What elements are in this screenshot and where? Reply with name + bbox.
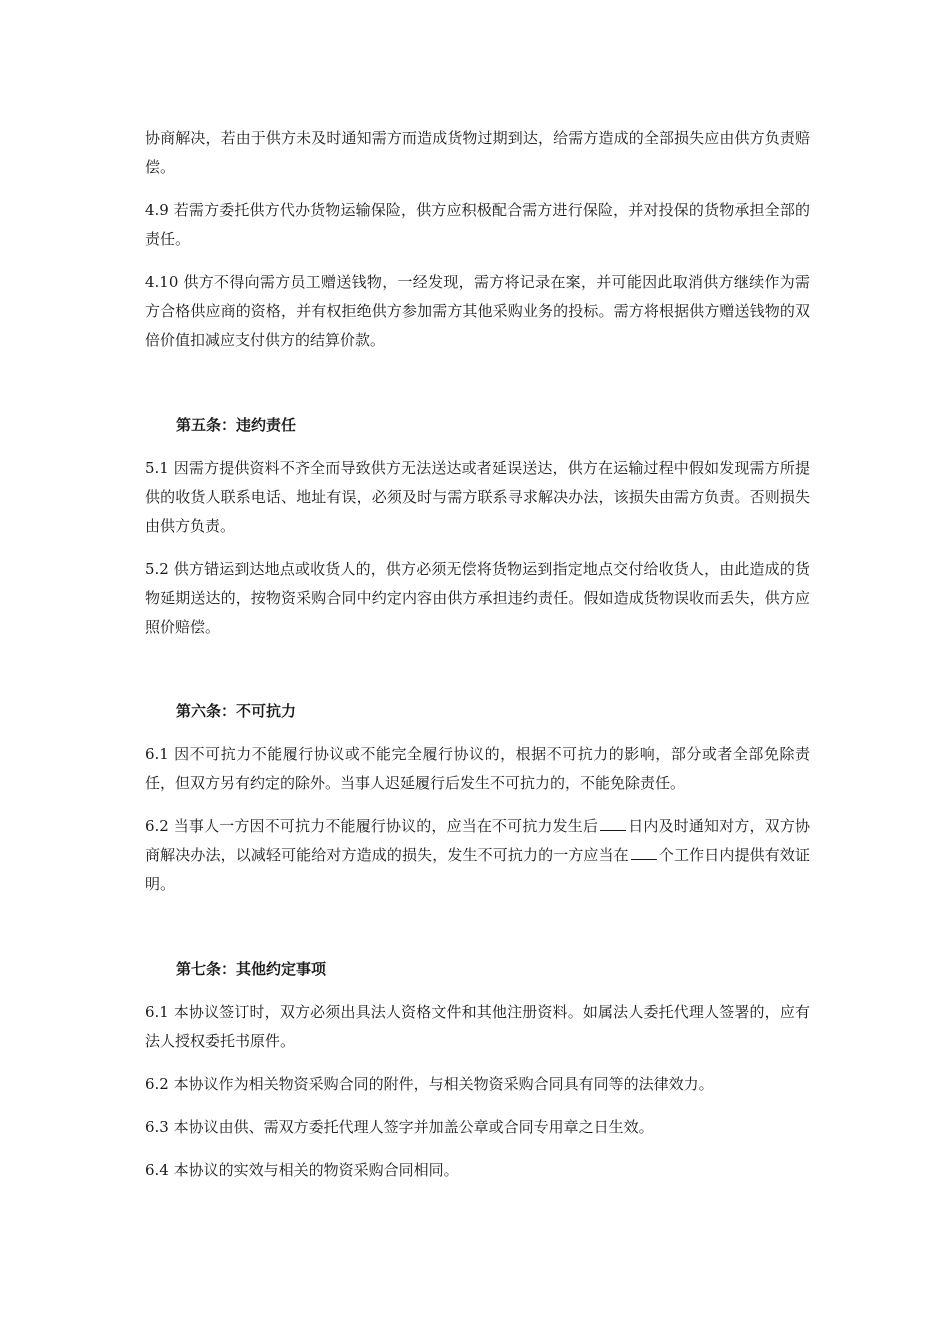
clause-6-2-part-b: 日内及时通知对方，双方协商解决办法，以减轻可能给对方造成的损失，发生不可抗力的一方应当在 [145, 817, 810, 864]
clause-6-2-part-a: 6.2 当事人一方因不可抗力不能履行协议的，应当在不可抗力发生后 [145, 817, 599, 835]
clause-6-1: 6.1 因不可抗力不能履行协议或不能完全履行协议的，根据不可抗力的影响，部分或者全部免除责任，但双方另有约定的除外。当事人迟延履行后发生不可抗力的，不能免除责任。 [145, 745, 810, 792]
blank-workdays [631, 858, 657, 860]
clause-7-1: 6.1 本协议签订时，双方必须出具法人资格文件和其他注册资料。如属法人委托代理人签署的，应有法人授权委托书原件。 [145, 1003, 810, 1050]
clause-7-3: 6.3 本协议由供、需双方委托代理人签字并加盖公章或合同专用章之日生效。 [145, 1118, 654, 1136]
document-page [145, 0, 810, 1185]
clause-6-2 [145, 812, 810, 899]
section7-heading: 第七条：其他约定事项 [176, 960, 327, 978]
section5-heading: 第五条：违约责任 [176, 416, 297, 434]
clause-7-2: 6.2 本协议作为相关物资采购合同的附件，与相关物资采购合同具有同等的法律效力。 [145, 1075, 714, 1093]
section6-heading: 第六条：不可抗力 [176, 702, 297, 720]
clause-4-9: 4.9 若需方委托供方代办货物运输保险，供方应积极配合需方进行保险，并对投保的货物承担全部的责任。 [145, 201, 810, 248]
clause-5-2: 5.2 供方错运到达地点或收货人的，供方必须无偿将货物运到指定地点交付给收货人，由此造成的货物延期送达的，按物资采购合同中约定内容由供方承担违约责任。假如造成货物误收而丢失，供方应照价赔偿。 [145, 560, 810, 636]
blank-days [600, 829, 626, 831]
clause-6-2-part-c: 个工作日内提供有效证明。 [145, 846, 810, 893]
section4-continuation: 协商解决，若由于供方未及时通知需方而造成货物过期到达，给需方造成的全部损失应由供方负责赔偿。 [145, 129, 810, 176]
clause-7-4: 6.4 本协议的实效与相关的物资采购合同相同。 [145, 1161, 459, 1179]
clause-4-10: 4.10 供方不得向需方员工赠送钱物，一经发现，需方将记录在案，并可能因此取消供方继续作为需方合格供应商的资格，并有权拒绝供方参加需方其他采购业务的投标。需方将根据供方赠送钱物的双倍价值扣减应支付供方的结算价款。 [145, 273, 810, 349]
clause-5-1: 5.1 因需方提供资料不齐全而导致供方无法送达或者延误送达，供方在运输过程中假如发现需方所提供的收货人联系电话、地址有误，必须及时与需方联系寻求解决办法，该损失由需方负责。否则损失由供方负责。 [145, 459, 810, 535]
